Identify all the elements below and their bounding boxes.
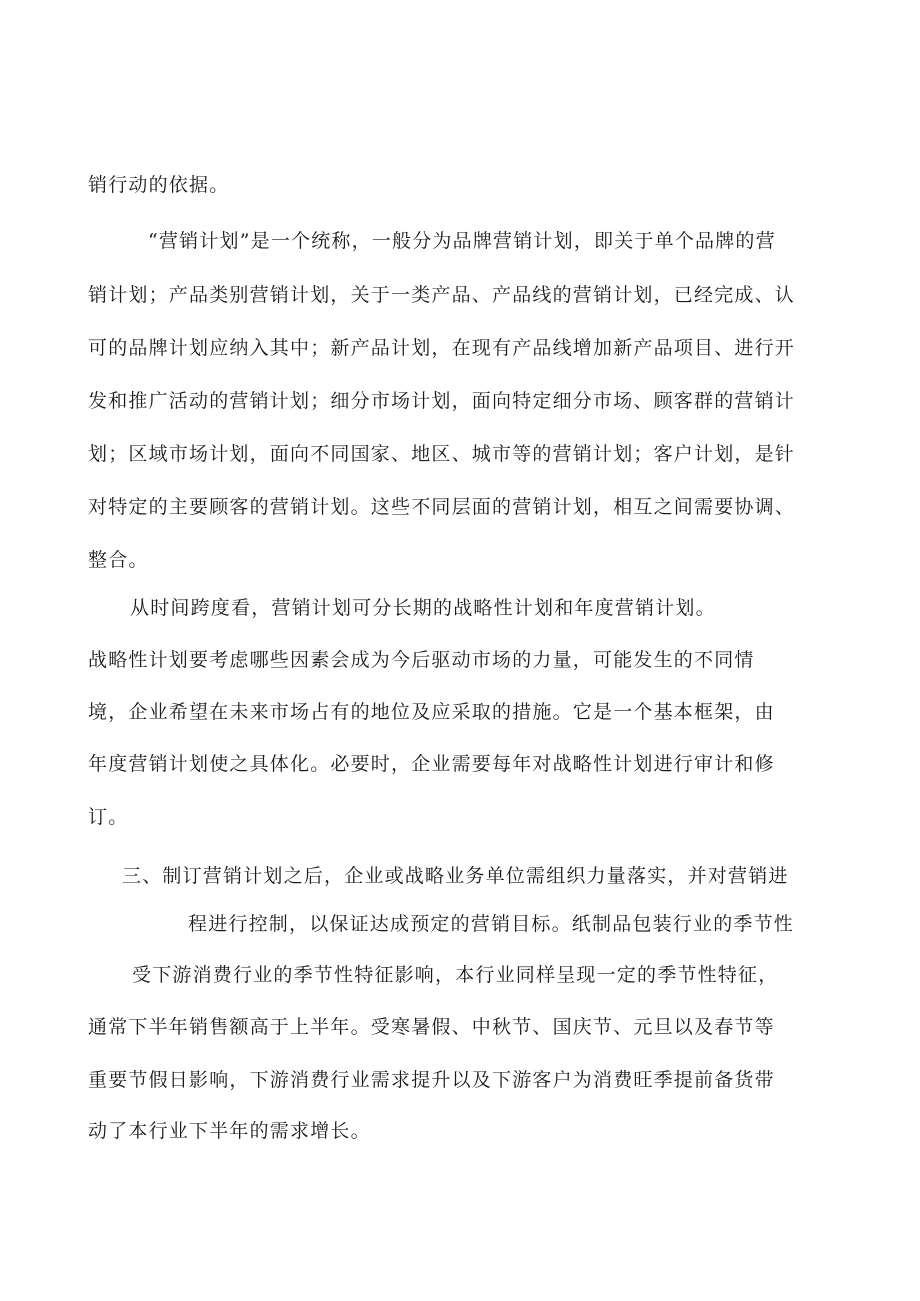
text-line-16: 重要节假日影响，下游消费行业需求提升以及下游客户为消费旺季提前备货带: [88, 1069, 775, 1091]
text-line-14: 受下游消费行业的季节性特征影响，本行业同样呈现一定的季节性特征，: [132, 964, 779, 986]
text-line-2: “营销计划”是一个统称，一般分为品牌营销计划，即关于单个品牌的营: [148, 230, 776, 252]
text-line-9: 从时间跨度看，营销计划可分长期的战略性计划和年度营销计划。: [130, 597, 716, 619]
text-line-17: 动了本行业下半年的需求增长。: [88, 1120, 371, 1142]
text-line-1: 销行动的依据。: [88, 174, 230, 196]
text-line-15: 通常下半年销售额高于上半年。受寒暑假、中秋节、国庆节、元旦以及春节等: [88, 1016, 775, 1038]
text-line-10: 战略性计划要考虑哪些因素会成为今后驱动市场的力量，可能发生的不同情: [88, 649, 755, 671]
heading-line-2: 程进行控制，以保证达成预定的营销目标。纸制品包装行业的季节性: [188, 913, 795, 935]
text-line-5: 发和推广活动的营销计划；细分市场计划，面向特定细分市场、顾客群的营销计: [88, 390, 796, 412]
text-line-13: 订。: [88, 806, 129, 828]
text-line-12: 年度营销计划使之具体化。必要时，企业需要每年对战略性计划进行审计和修: [88, 753, 775, 775]
text-line-6: 划；区域市场计划，面向不同国家、地区、城市等的营销计划；客户计划，是针: [88, 443, 796, 465]
text-line-7: 对特定的主要顾客的营销计划。这些不同层面的营销计划，相互之间需要协调、: [88, 496, 796, 518]
text-line-3: 销计划；产品类别营销计划，关于一类产品、产品线的营销计划，已经完成、认: [88, 284, 796, 306]
text-line-11: 境，企业希望在未来市场占有的地位及应采取的措施。它是一个基本框架，由: [88, 701, 775, 723]
text-line-4: 可的品牌计划应纳入其中；新产品计划，在现有产品线增加新产品项目、进行开: [88, 337, 796, 359]
heading-line-1: 三、制订营销计划之后，企业或战略业务单位需组织力量落实，并对营销进: [122, 865, 789, 887]
text-line-8: 整合。: [88, 549, 149, 571]
